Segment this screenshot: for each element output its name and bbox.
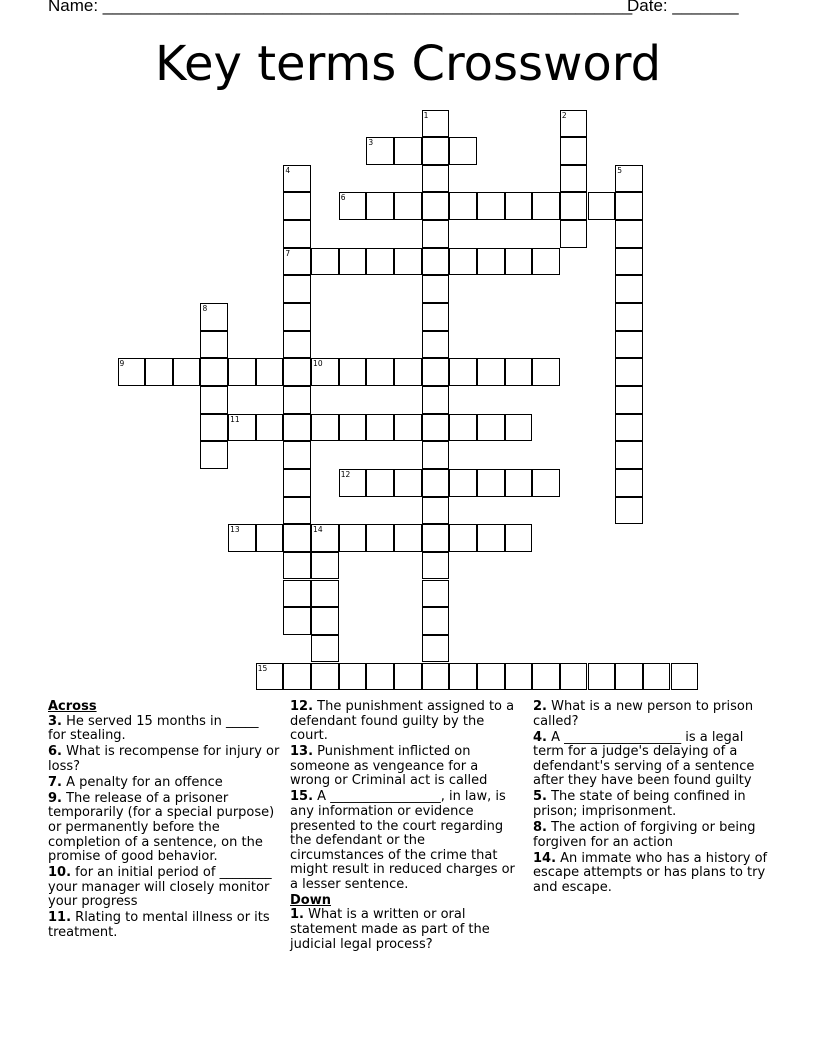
grid-cell[interactable] — [422, 607, 450, 635]
grid-cell[interactable] — [283, 303, 311, 331]
grid-cell[interactable] — [422, 524, 450, 552]
clue-number: 4 — [285, 165, 291, 175]
grid-cell[interactable] — [394, 663, 422, 691]
grid-cell[interactable] — [422, 552, 450, 580]
clue-number: 10 — [313, 359, 323, 369]
grid-cell[interactable] — [311, 663, 339, 691]
clue-number: 12 — [340, 469, 351, 479]
grid-cell[interactable] — [422, 275, 450, 303]
clue-number: 7 — [285, 248, 291, 258]
clue-number: 5 — [617, 165, 622, 175]
clue-down-5: 5. The state of being confined in prison; imprisonment. — [533, 789, 746, 819]
grid-cell[interactable] — [615, 248, 643, 276]
grid-cell[interactable] — [449, 524, 477, 552]
grid-cell[interactable] — [366, 524, 394, 552]
grid-cell[interactable] — [422, 580, 450, 608]
grid-cell[interactable] — [283, 497, 311, 525]
grid-cell[interactable] — [615, 414, 643, 442]
down-heading: Down — [290, 892, 331, 908]
grid-cell[interactable] — [422, 331, 450, 359]
clue-number: 9 — [119, 359, 125, 369]
clue-column-1 — [48, 700, 280, 942]
grid-cell[interactable] — [449, 358, 477, 386]
clue-number: 8 — [202, 304, 208, 314]
clue-number: 11 — [230, 414, 240, 424]
grid-cell[interactable] — [283, 386, 311, 414]
clue-column-2 — [290, 700, 522, 954]
grid-cell[interactable] — [394, 192, 422, 220]
grid-cell[interactable] — [394, 358, 422, 386]
grid-cell[interactable] — [588, 192, 616, 220]
grid-cell[interactable] — [615, 220, 643, 248]
grid-cell[interactable] — [394, 469, 422, 497]
grid-cell[interactable] — [505, 524, 533, 552]
clue-number: 1 — [423, 110, 429, 120]
grid-cell[interactable] — [505, 248, 533, 276]
grid-cell[interactable] — [615, 469, 643, 497]
grid-cell[interactable] — [311, 248, 339, 276]
grid-cell[interactable] — [200, 358, 228, 386]
grid-cell[interactable] — [366, 358, 394, 386]
grid-cell[interactable] — [560, 137, 588, 165]
grid-cell[interactable] — [200, 414, 228, 442]
grid-cell[interactable] — [228, 358, 256, 386]
grid-cell[interactable] — [283, 192, 311, 220]
grid-cell[interactable] — [532, 248, 560, 276]
grid-cell[interactable] — [283, 441, 311, 469]
grid-cell[interactable] — [560, 220, 588, 248]
grid-cell[interactable] — [283, 663, 311, 691]
clue-number: 14 — [313, 525, 323, 535]
grid-cell[interactable] — [505, 192, 533, 220]
grid-cell[interactable] — [283, 414, 311, 442]
clue-across-7: 7. A penalty for an offence — [48, 774, 223, 790]
clue-number: 2 — [561, 110, 567, 120]
grid-cell[interactable] — [588, 663, 616, 691]
grid-cell[interactable] — [173, 358, 201, 386]
grid-cell[interactable] — [532, 192, 560, 220]
grid-cell[interactable] — [283, 580, 311, 608]
grid-cell[interactable] — [505, 663, 533, 691]
clue-down-2: 2. What is a new person to prison called? — [533, 699, 754, 729]
grid-cell[interactable] — [449, 663, 477, 691]
grid-cell[interactable] — [256, 358, 284, 386]
grid-cell[interactable] — [200, 441, 228, 469]
grid-cell[interactable] — [477, 414, 505, 442]
grid-cell[interactable] — [366, 192, 394, 220]
grid-cell[interactable] — [394, 414, 422, 442]
grid-cell[interactable] — [615, 275, 643, 303]
grid-cell[interactable] — [311, 580, 339, 608]
grid-cell[interactable] — [505, 358, 533, 386]
grid-cell[interactable] — [422, 497, 450, 525]
grid-cell[interactable] — [283, 469, 311, 497]
grid-cell[interactable] — [256, 524, 284, 552]
grid-cell[interactable] — [366, 414, 394, 442]
grid-cell[interactable] — [422, 358, 450, 386]
grid-cell[interactable] — [449, 192, 477, 220]
grid-cell[interactable] — [477, 663, 505, 691]
grid-cell[interactable] — [283, 220, 311, 248]
grid-cell[interactable] — [283, 552, 311, 580]
clue-column-3 — [533, 700, 769, 897]
grid-cell[interactable] — [422, 414, 450, 442]
grid-cell[interactable] — [615, 303, 643, 331]
grid-cell[interactable] — [283, 275, 311, 303]
grid-cell[interactable] — [615, 331, 643, 359]
grid-cell[interactable] — [532, 663, 560, 691]
clue-across-13: 13. Punishment inflicted on someone as vengeance for a wrong or Criminal act is called — [290, 744, 488, 789]
grid-cell[interactable] — [560, 165, 588, 193]
grid-cell[interactable] — [422, 386, 450, 414]
grid-cell[interactable] — [449, 248, 477, 276]
page-title: Key terms Crossword — [154, 36, 662, 92]
grid-cell[interactable] — [422, 469, 450, 497]
grid-cell[interactable] — [283, 331, 311, 359]
grid-cell[interactable] — [283, 358, 311, 386]
grid-cell[interactable] — [283, 607, 311, 635]
clue-across-6: 6. What is recompense for injury or loss? — [48, 744, 280, 774]
grid-cell[interactable] — [643, 663, 671, 691]
grid-cell[interactable] — [422, 635, 450, 663]
clue-across-9: 9. The release of a prisoner temporarily (for a special purpose) or permanently before the completion of a sentence, on the promise of good behavior. — [48, 790, 275, 865]
grid-cell[interactable] — [477, 524, 505, 552]
grid-cell[interactable] — [283, 524, 311, 552]
grid-cell[interactable] — [200, 331, 228, 359]
grid-cell[interactable] — [422, 165, 450, 193]
clue-down-1: 1. What is a written or oral statement made as part of the judicial legal process? — [290, 907, 490, 952]
grid-cell[interactable] — [422, 663, 450, 691]
grid-cell[interactable] — [339, 414, 367, 442]
grid-cell[interactable] — [560, 663, 588, 691]
across-heading: Across — [48, 699, 97, 714]
name-field-label: Name: ________________________________________________________ — [48, 0, 633, 15]
grid-cell[interactable] — [422, 192, 450, 220]
grid-cell[interactable] — [422, 220, 450, 248]
clue-across-11: 11. Rlating to mental illness or its treatment. — [48, 910, 270, 940]
grid-cell[interactable] — [505, 469, 533, 497]
clue-number: 6 — [340, 193, 346, 203]
grid-cell[interactable] — [311, 414, 339, 442]
grid-cell[interactable] — [394, 524, 422, 552]
grid-cell[interactable] — [449, 469, 477, 497]
grid-cell[interactable] — [449, 137, 477, 165]
grid-cell[interactable] — [311, 552, 339, 580]
clue-number: 15 — [257, 663, 268, 673]
grid-cell[interactable] — [560, 192, 588, 220]
date-field-label: Date: _______ — [627, 0, 739, 15]
grid-cell[interactable] — [200, 386, 228, 414]
grid-cell[interactable] — [477, 469, 505, 497]
grid-cell[interactable] — [615, 192, 643, 220]
clue-across-15: 15. A _________________, in law, is any information or evidence presented to the court regarding the defendant or the circumstances of the crime that might result in reduced charges or a lesser sentence. — [290, 789, 515, 892]
clue-down-4: 4. A __________________ is a legal term for a judge's delaying of a defendant's serving of a sentence after they have been found guilty — [533, 729, 755, 789]
grid-cell[interactable] — [477, 248, 505, 276]
grid-cell[interactable] — [422, 303, 450, 331]
grid-cell[interactable] — [449, 414, 477, 442]
grid-cell[interactable] — [532, 469, 560, 497]
grid-cell[interactable] — [532, 358, 560, 386]
grid-cell[interactable] — [366, 248, 394, 276]
grid-cell[interactable] — [394, 137, 422, 165]
grid-cell[interactable] — [422, 441, 450, 469]
grid-cell[interactable] — [477, 358, 505, 386]
clue-down-14: 14. An immate who has a history of escape attempts or has plans to try and escape. — [533, 850, 768, 895]
clue-number: 3 — [368, 138, 374, 148]
grid-cell[interactable] — [615, 441, 643, 469]
grid-cell[interactable] — [671, 663, 699, 691]
grid-cell[interactable] — [477, 192, 505, 220]
clue-across-3: 3. He served 15 months in _____ for stealing. — [48, 713, 259, 744]
grid-cell[interactable] — [311, 607, 339, 635]
grid-cell[interactable] — [145, 358, 173, 386]
clue-number: 13 — [230, 525, 240, 535]
grid-cell[interactable] — [366, 469, 394, 497]
grid-cell[interactable] — [422, 137, 450, 165]
clue-down-8: 8. The action of forgiving or being forgiven for an action — [533, 819, 756, 850]
grid-cell[interactable] — [615, 358, 643, 386]
grid-cell[interactable] — [422, 248, 450, 276]
grid-cell[interactable] — [615, 497, 643, 525]
grid-cell[interactable] — [394, 248, 422, 276]
grid-cell[interactable] — [339, 663, 367, 691]
grid-cell[interactable] — [311, 635, 339, 663]
grid-cell[interactable] — [339, 358, 367, 386]
clue-across-12: 12. The punishment assigned to a defendant found guilty by the court. — [290, 699, 515, 744]
grid-cell[interactable] — [615, 386, 643, 414]
clue-across-10: 10. for an initial period of ________ your manager will closely monitor your progress — [48, 865, 272, 910]
grid-cell[interactable] — [339, 524, 367, 552]
grid-cell[interactable] — [339, 248, 367, 276]
grid-cell[interactable] — [366, 663, 394, 691]
grid-cell[interactable] — [615, 663, 643, 691]
grid-cell[interactable] — [256, 414, 284, 442]
grid-cell[interactable] — [505, 414, 533, 442]
